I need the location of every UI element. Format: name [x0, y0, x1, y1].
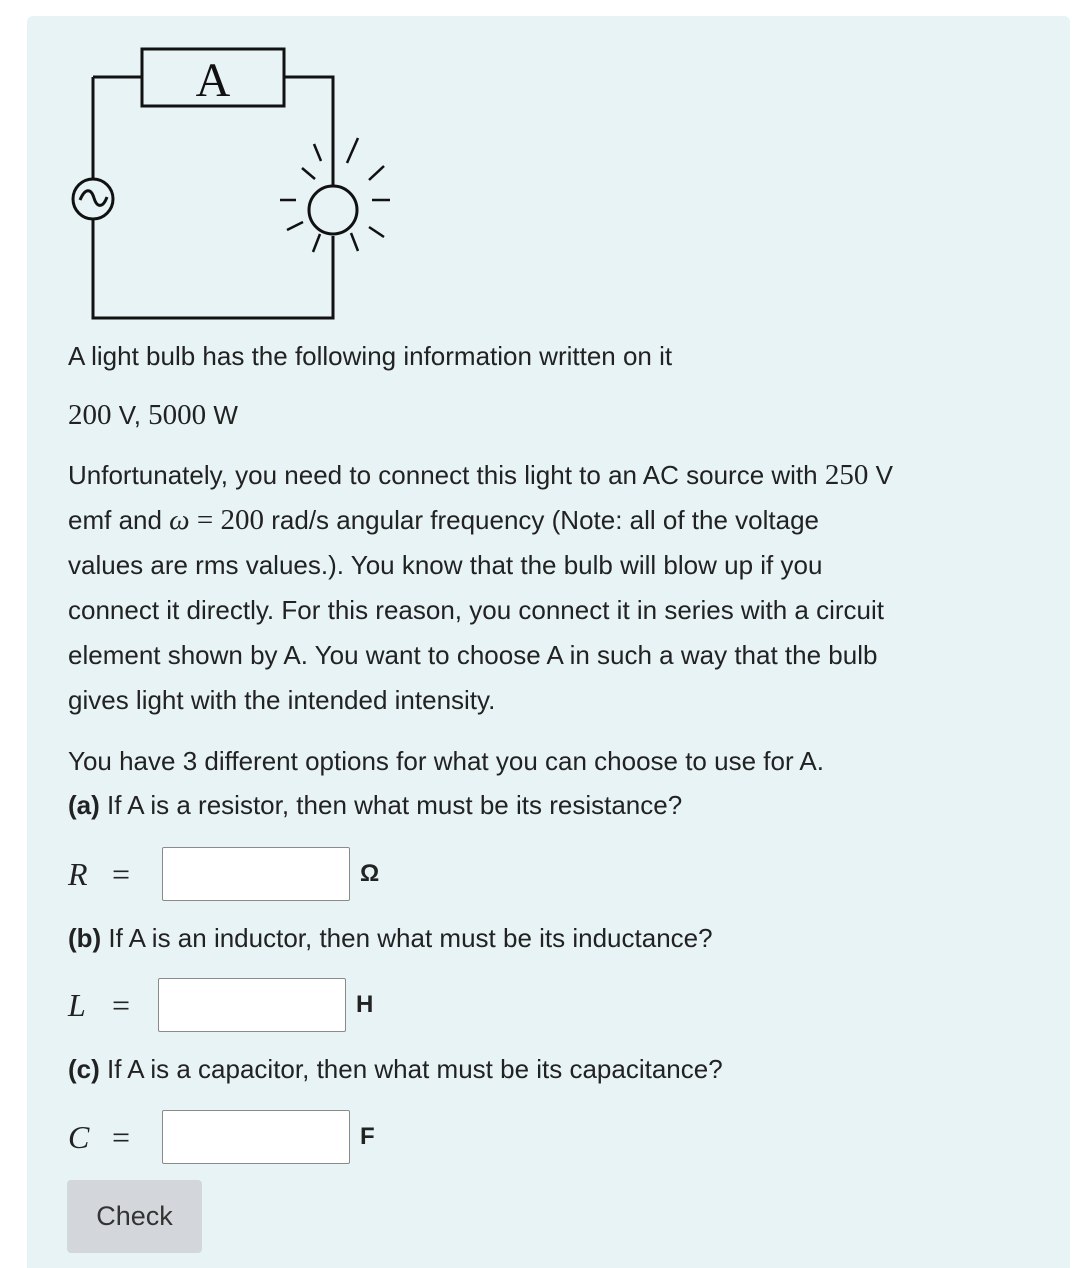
- line2-text-b: rad/s angular frequency (Note: all of the voltage: [264, 505, 820, 535]
- emf-unit: V: [868, 460, 893, 490]
- part-a-text: If A is a resistor, then what must be its resistance?: [99, 790, 683, 820]
- capacitance-symbol: C: [68, 1118, 90, 1155]
- bulb-rating: [68, 393, 238, 438]
- line1-text: Unfortunately, you need to connect this light to an AC source with: [68, 460, 825, 490]
- resistance-symbol: R: [68, 855, 88, 892]
- inductance-input[interactable]: [158, 978, 346, 1032]
- part-b-text: If A is an inductor, then what must be its inductance?: [101, 923, 713, 953]
- part-c-tag: (c): [68, 1054, 100, 1084]
- emf-value: 250: [824, 459, 869, 491]
- equals-sign: =: [112, 1118, 131, 1155]
- part-c-text: If A is a capacitor, then what must be its capacitance?: [99, 1054, 723, 1084]
- omega-symbol: ω: [169, 504, 190, 536]
- part-c-question: [68, 1047, 723, 1092]
- rating-power-unit: W: [213, 400, 238, 430]
- paragraph-line-3: values are rms values.). You know that the bulb will blow up if you: [68, 550, 823, 580]
- part-c-answer-row: [68, 1108, 375, 1166]
- paragraph-line-5: element shown by A. You want to choose A in such a way that the bulb: [68, 640, 878, 670]
- part-a-answer-row: [68, 845, 379, 903]
- capacitance-unit: F: [360, 1123, 375, 1150]
- part-b-tag: (b): [68, 923, 102, 953]
- part-a-tag: (a): [68, 790, 100, 820]
- problem-paragraph: [68, 453, 1058, 723]
- wire-left: [93, 77, 333, 318]
- resistance-unit: Ω: [360, 860, 380, 887]
- rating-voltage-unit: V,: [118, 400, 141, 430]
- omega-value: 200: [220, 504, 265, 536]
- paragraph-line-1: [68, 453, 1058, 498]
- light-bulb-icon: [309, 186, 357, 234]
- line2-text-a: emf and: [68, 505, 170, 535]
- paragraph-line-4: connect it directly. For this reason, you connect it in series with a circuit: [68, 595, 884, 625]
- paragraph-line-2: [68, 498, 1058, 543]
- part-b-question: [68, 916, 713, 961]
- check-button[interactable]: Check: [67, 1180, 202, 1253]
- element-a-label: A: [195, 54, 231, 107]
- omega-equals: =: [189, 504, 221, 536]
- rating-power: 5000: [148, 399, 207, 431]
- equals-sign: =: [112, 986, 131, 1023]
- ac-wave: [80, 191, 107, 206]
- resistance-input[interactable]: [162, 847, 350, 901]
- inductance-unit: H: [356, 991, 374, 1018]
- capacitance-input[interactable]: [162, 1110, 350, 1164]
- options-text: You have 3 different options for what you can choose to use for A.: [68, 746, 824, 776]
- paragraph-line-6: gives light with the intended intensity.: [68, 685, 496, 715]
- equals-sign: =: [112, 855, 131, 892]
- rating-voltage: 200: [68, 399, 112, 431]
- circuit-diagram: [58, 40, 408, 330]
- part-a-question: [68, 783, 682, 828]
- intro-text: A light bulb has the following information written on it: [68, 341, 673, 371]
- inductance-symbol: L: [68, 986, 86, 1023]
- part-b-answer-row: [68, 976, 373, 1034]
